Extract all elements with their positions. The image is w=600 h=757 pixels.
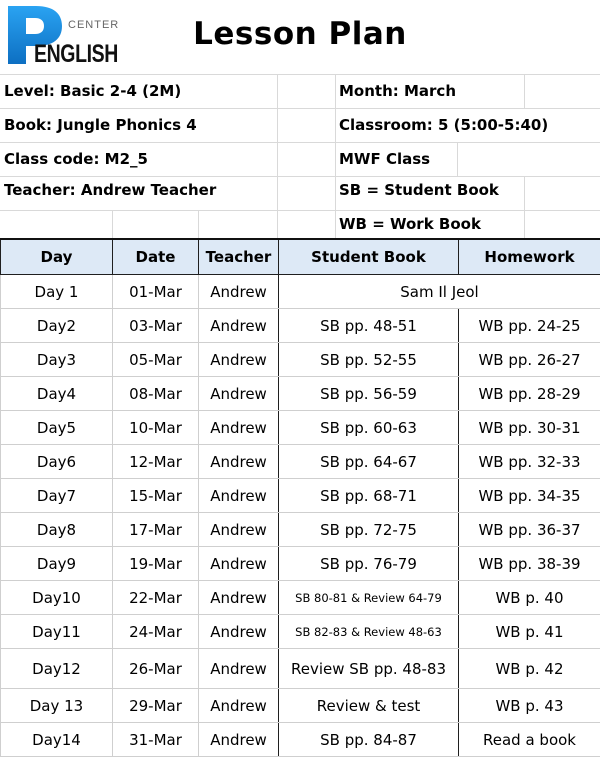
table-row bbox=[1, 723, 600, 757]
date-cell: 31-Mar bbox=[113, 723, 199, 757]
date-cell: 08-Mar bbox=[113, 377, 199, 411]
date-cell: 22-Mar bbox=[113, 581, 199, 615]
classroom-label: Classroom: 5 (5:00-5:40) bbox=[339, 116, 548, 134]
grid-line bbox=[0, 176, 600, 177]
teacher-label: Teacher: Andrew Teacher bbox=[4, 181, 216, 199]
homework-cell: WB p. 43 bbox=[459, 689, 600, 723]
day-cell: Day6 bbox=[1, 445, 113, 479]
logo-center-text: CENTER bbox=[68, 19, 119, 31]
day-cell: Day11 bbox=[1, 615, 113, 649]
table-row bbox=[1, 513, 600, 547]
homework-cell: Read a book bbox=[459, 723, 600, 757]
date-cell: 19-Mar bbox=[113, 547, 199, 581]
student-book-cell: Review SB pp. 48-83 bbox=[279, 649, 459, 689]
date-cell: 12-Mar bbox=[113, 445, 199, 479]
student-book-cell: SB pp. 68-71 bbox=[279, 479, 459, 513]
day-cell: Day12 bbox=[1, 649, 113, 689]
grid-line bbox=[0, 74, 600, 75]
day-cell: Day10 bbox=[1, 581, 113, 615]
homework-cell: WB pp. 24-25 bbox=[459, 309, 600, 343]
level-label: Level: Basic 2-4 (2M) bbox=[4, 82, 181, 100]
homework-cell: WB p. 40 bbox=[459, 581, 600, 615]
table-row bbox=[1, 689, 600, 723]
day-cell: Day3 bbox=[1, 343, 113, 377]
student-book-cell: SB pp. 52-55 bbox=[279, 343, 459, 377]
teacher-cell: Andrew bbox=[199, 343, 279, 377]
homework-cell: WB pp. 32-33 bbox=[459, 445, 600, 479]
date-cell: 01-Mar bbox=[113, 275, 199, 309]
header-day: Day bbox=[1, 239, 113, 275]
homework-cell: WB pp. 34-35 bbox=[459, 479, 600, 513]
table-header-row bbox=[1, 239, 600, 275]
grid-line bbox=[198, 210, 199, 238]
holiday-cell: Sam Il Jeol bbox=[279, 275, 600, 309]
grid-line bbox=[457, 142, 458, 176]
date-cell: 10-Mar bbox=[113, 411, 199, 445]
teacher-cell: Andrew bbox=[199, 581, 279, 615]
day-cell: Day14 bbox=[1, 723, 113, 757]
day-cell: Day8 bbox=[1, 513, 113, 547]
table-row bbox=[1, 377, 600, 411]
teacher-cell: Andrew bbox=[199, 411, 279, 445]
teacher-cell: Andrew bbox=[199, 649, 279, 689]
grid-line bbox=[0, 108, 600, 109]
header-date: Date bbox=[113, 239, 199, 275]
grid-line bbox=[0, 142, 600, 143]
homework-cell: WB p. 42 bbox=[459, 649, 600, 689]
sb-legend-label: SB = Student Book bbox=[339, 181, 499, 199]
date-cell: 24-Mar bbox=[113, 615, 199, 649]
student-book-cell: SB pp. 60-63 bbox=[279, 411, 459, 445]
day-cell: Day 13 bbox=[1, 689, 113, 723]
grid-line bbox=[0, 210, 600, 211]
page-title: Lesson Plan bbox=[0, 16, 600, 52]
student-book-cell: SB pp. 64-67 bbox=[279, 445, 459, 479]
mwf-class-label: MWF Class bbox=[339, 150, 430, 168]
homework-cell: WB pp. 30-31 bbox=[459, 411, 600, 445]
teacher-cell: Andrew bbox=[199, 479, 279, 513]
date-cell: 17-Mar bbox=[113, 513, 199, 547]
month-label: Month: March bbox=[339, 82, 456, 100]
class-code-label: Class code: M2_5 bbox=[4, 150, 148, 168]
teacher-cell: Andrew bbox=[199, 309, 279, 343]
teacher-cell: Andrew bbox=[199, 615, 279, 649]
header-homework: Homework bbox=[459, 239, 600, 275]
homework-cell: WB pp. 36-37 bbox=[459, 513, 600, 547]
table-row bbox=[1, 649, 600, 689]
date-cell: 03-Mar bbox=[113, 309, 199, 343]
table-row bbox=[1, 309, 600, 343]
header-teacher: Teacher bbox=[199, 239, 279, 275]
homework-cell: WB pp. 26-27 bbox=[459, 343, 600, 377]
teacher-cell: Andrew bbox=[199, 547, 279, 581]
logo-english-text: ENGLISH bbox=[34, 40, 118, 69]
homework-cell: WB pp. 38-39 bbox=[459, 547, 600, 581]
teacher-cell: Andrew bbox=[199, 275, 279, 309]
student-book-cell: SB 82-83 & Review 48-63 bbox=[279, 615, 459, 649]
day-cell: Day5 bbox=[1, 411, 113, 445]
date-cell: 15-Mar bbox=[113, 479, 199, 513]
header-student-book: Student Book bbox=[279, 239, 459, 275]
student-book-cell: Review & test bbox=[279, 689, 459, 723]
grid-line bbox=[112, 210, 113, 238]
table-row bbox=[1, 615, 600, 649]
homework-cell: WB pp. 28-29 bbox=[459, 377, 600, 411]
student-book-cell: SB 80-81 & Review 64-79 bbox=[279, 581, 459, 615]
teacher-cell: Andrew bbox=[199, 377, 279, 411]
lesson-schedule-table bbox=[0, 238, 600, 757]
student-book-cell: SB pp. 56-59 bbox=[279, 377, 459, 411]
table-row bbox=[1, 445, 600, 479]
wb-legend-label: WB = Work Book bbox=[339, 215, 481, 233]
day-cell: Day2 bbox=[1, 309, 113, 343]
teacher-cell: Andrew bbox=[199, 445, 279, 479]
table-row bbox=[1, 479, 600, 513]
student-book-cell: SB pp. 84-87 bbox=[279, 723, 459, 757]
table-row bbox=[1, 411, 600, 445]
homework-cell: WB p. 41 bbox=[459, 615, 600, 649]
book-label: Book: Jungle Phonics 4 bbox=[4, 116, 197, 134]
teacher-cell: Andrew bbox=[199, 723, 279, 757]
day-cell: Day9 bbox=[1, 547, 113, 581]
date-cell: 29-Mar bbox=[113, 689, 199, 723]
day-cell: Day7 bbox=[1, 479, 113, 513]
day-cell: Day 1 bbox=[1, 275, 113, 309]
table-row bbox=[1, 275, 600, 309]
teacher-cell: Andrew bbox=[199, 513, 279, 547]
grid-line bbox=[524, 176, 525, 238]
table-row bbox=[1, 581, 600, 615]
student-book-cell: SB pp. 72-75 bbox=[279, 513, 459, 547]
grid-line bbox=[277, 74, 278, 238]
date-cell: 05-Mar bbox=[113, 343, 199, 377]
date-cell: 26-Mar bbox=[113, 649, 199, 689]
student-book-cell: SB pp. 76-79 bbox=[279, 547, 459, 581]
student-book-cell: SB pp. 48-51 bbox=[279, 309, 459, 343]
teacher-cell: Andrew bbox=[199, 689, 279, 723]
day-cell: Day4 bbox=[1, 377, 113, 411]
grid-line bbox=[524, 74, 525, 108]
table-row bbox=[1, 547, 600, 581]
grid-line bbox=[335, 74, 336, 238]
table-row bbox=[1, 343, 600, 377]
